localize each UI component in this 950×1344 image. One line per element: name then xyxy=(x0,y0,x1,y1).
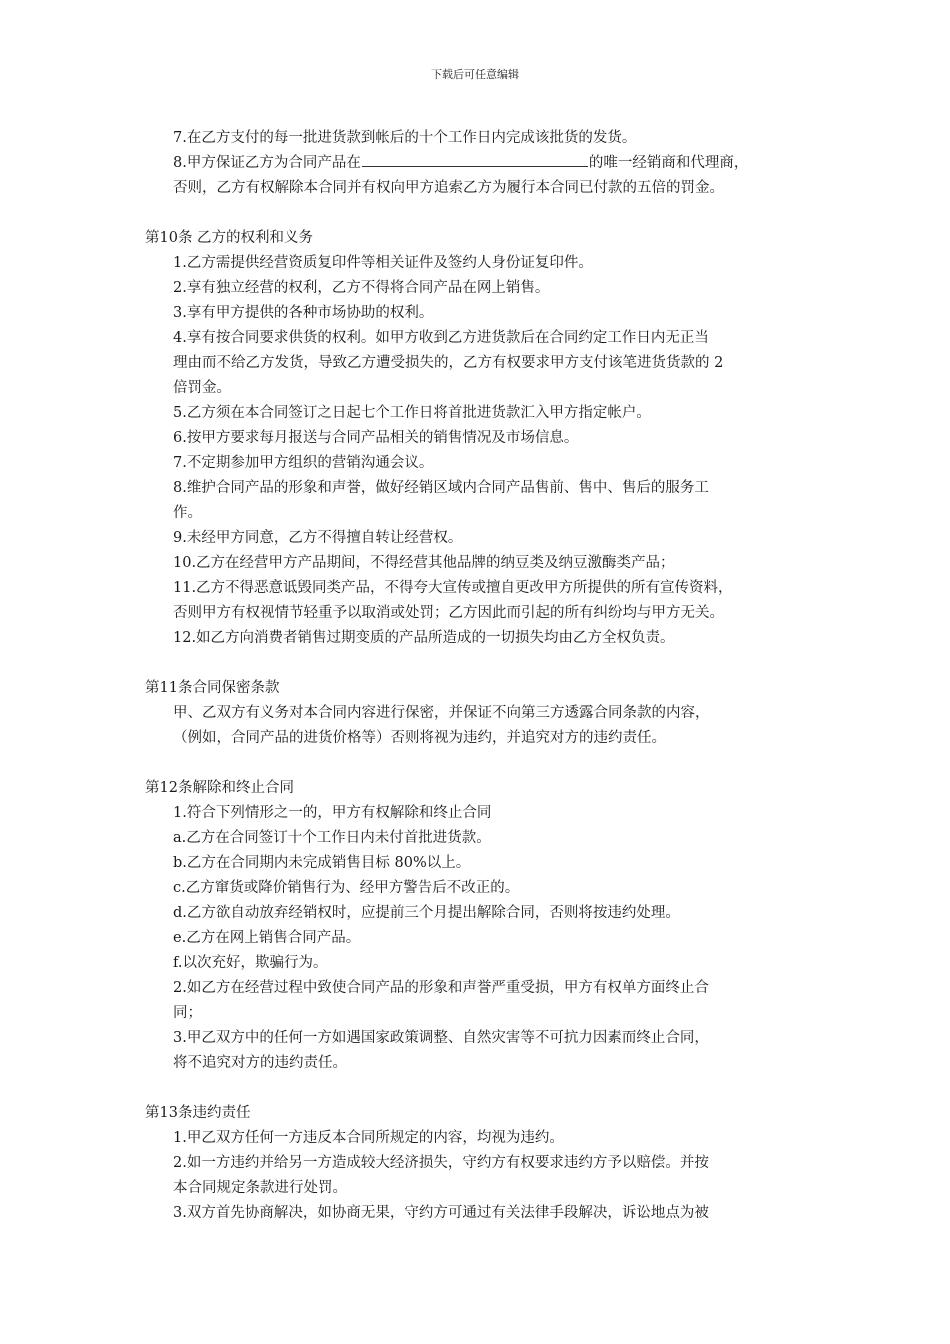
clause-item xyxy=(173,1151,813,1201)
section-items xyxy=(0,1126,950,1226)
clause-item xyxy=(173,876,813,901)
intro-clauses xyxy=(0,126,950,201)
clause-line: 5.乙方须在本合同签订之日起七个工作日将首批进货款汇入甲方指定帐户。 xyxy=(173,405,651,421)
clause-item xyxy=(173,326,813,401)
clause-line: 同； xyxy=(173,1005,202,1021)
clause-item xyxy=(173,251,813,276)
clause-line: 12.如乙方向消费者销售过期变质的产品所造成的一切损失均由乙方全权负责。 xyxy=(173,630,675,646)
clause-line: b.乙方在合同期内未完成销售目标 80%以上。 xyxy=(173,855,471,871)
clause-line: 甲、乙双方有义务对本合同内容进行保密，并保证不向第三方透露合同条款的内容， xyxy=(173,705,710,721)
section-13 xyxy=(0,1101,950,1226)
clause-item xyxy=(173,276,813,301)
clause-line: a.乙方在合同签订十个工作日内未付首批进货款。 xyxy=(173,830,491,846)
clause-item xyxy=(173,476,813,526)
clause-line: 10.乙方在经营甲方产品期间，不得经营其他品牌的纳豆类及纳豆激酶类产品； xyxy=(173,555,675,571)
section-11 xyxy=(0,676,950,751)
clause-item xyxy=(173,1026,813,1076)
clause-item xyxy=(173,701,813,751)
clause-item xyxy=(173,451,813,476)
clause-line: 1.乙方需提供经营资质复印件等相关证件及签约人身份证复印件。 xyxy=(173,255,593,271)
section-title: 第10条 乙方的权利和义务 xyxy=(145,230,314,246)
blank-underline xyxy=(362,151,588,167)
section-title: 第13条违约责任 xyxy=(145,1105,251,1121)
clause-item xyxy=(173,526,813,551)
section-items xyxy=(0,251,950,651)
clause-line: 否则，乙方有权解除本合同并有权向甲方追索乙方为履行本合同已付款的五倍的罚金。 xyxy=(173,180,724,196)
clause-line: 1.甲乙双方任何一方违反本合同所规定的内容，均视为违约。 xyxy=(173,1130,564,1146)
clause-item xyxy=(173,926,813,951)
clause-item xyxy=(173,426,813,451)
section-title: 第12条解除和终止合同 xyxy=(145,780,294,796)
clause-item xyxy=(173,951,813,976)
clause-line: 11.乙方不得恶意诋毁同类产品，不得夸大宣传或擅自更改甲方所提供的所有宣传资料， xyxy=(173,580,733,596)
section-title: 第11条合同保密条款 xyxy=(145,680,280,696)
clause-line: c.乙方窜货或降价销售行为、经甲方警告后不改正的。 xyxy=(173,880,520,896)
clause-line: 2.如乙方在经营过程中致使合同产品的形象和声誉严重受损，甲方有权单方面终止合 xyxy=(173,980,709,996)
clause-item xyxy=(173,626,813,651)
document-body xyxy=(0,126,950,1226)
section-12 xyxy=(0,776,950,1076)
clause-line: 4.享有按合同要求供货的权利。如甲方收到乙方进货款后在合同约定工作日内无正当 xyxy=(173,330,709,346)
clause-line: （例如，合同产品的进货价格等）否则将视为违约，并追究对方的违约责任。 xyxy=(173,730,666,746)
clause-line: 3.甲乙双方中的任何一方如遇国家政策调整、自然灾害等不可抗力因素而终止合同， xyxy=(173,1030,709,1046)
clause-line: 8.维护合同产品的形象和声誉，做好经销区域内合同产品售前、售中、售后的服务工 xyxy=(173,480,709,496)
clause-line xyxy=(173,151,813,176)
clause-line: 9.未经甲方同意，乙方不得擅自转让经营权。 xyxy=(173,530,463,546)
clause-item xyxy=(173,401,813,426)
clause-line: 7.不定期参加甲方组织的营销沟通会议。 xyxy=(173,455,434,471)
section-items xyxy=(0,701,950,751)
clause-item xyxy=(173,901,813,926)
clause-item xyxy=(173,301,813,326)
clause-item xyxy=(173,976,813,1026)
clause-item xyxy=(173,551,813,576)
clause-text: 的唯一经销商和代理商， xyxy=(588,155,749,171)
clause-item xyxy=(173,1201,813,1226)
clause-item xyxy=(173,826,813,851)
clause-line: 6.按甲方要求每月报送与合同产品相关的销售情况及市场信息。 xyxy=(173,430,579,446)
clause-8 xyxy=(173,151,813,201)
clause-item xyxy=(173,576,813,626)
clause-line: 否则甲方有权视情节轻重予以取消或处罚；乙方因此而引起的所有纠纷均与甲方无关。 xyxy=(173,605,724,621)
clause-line: d.乙方欲自动放弃经销权时，应提前三个月提出解除合同，否则将按违约处理。 xyxy=(173,905,680,921)
clause-item xyxy=(173,801,813,826)
section-items xyxy=(0,801,950,1076)
clause-item xyxy=(173,851,813,876)
clause-text: 8.甲方保证乙方为合同产品在 xyxy=(173,155,361,171)
clause-line: 理由而不给乙方发货，导致乙方遭受损失的，乙方有权要求甲方支付该笔进货货款的 2 xyxy=(173,355,724,371)
clause-line: 3.享有甲方提供的各种市场协助的权利。 xyxy=(173,305,434,321)
clause-line: 3.双方首先协商解决，如协商无果，守约方可通过有关法律手段解决，诉讼地点为被 xyxy=(173,1205,709,1221)
clause-line: 1.符合下列情形之一的，甲方有权解除和终止合同 xyxy=(173,805,492,821)
clause-line: 作。 xyxy=(173,505,202,521)
clause-line: 本合同规定条款进行处罚。 xyxy=(173,1180,347,1196)
clause-7 xyxy=(173,126,813,151)
clause-line: 2.如一方违约并给另一方造成较大经济损失，守约方有权要求违约方予以赔偿。并按 xyxy=(173,1155,709,1171)
clause-item xyxy=(173,1126,813,1151)
clause-line: 倍罚金。 xyxy=(173,380,231,396)
clause-line: f.以次充好，欺骗行为。 xyxy=(173,955,328,971)
clause-line: 将不追究对方的违约责任。 xyxy=(173,1055,347,1071)
section-10 xyxy=(0,226,950,651)
clause-line: 2.享有独立经营的权利，乙方不得将合同产品在网上销售。 xyxy=(173,280,550,296)
page-header: 下载后可任意编辑 xyxy=(431,68,519,81)
clause-line: 7.在乙方支付的每一批进货款到帐后的十个工作日内完成该批货的发货。 xyxy=(173,130,637,146)
clause-line: e.乙方在网上销售合同产品。 xyxy=(173,930,361,946)
